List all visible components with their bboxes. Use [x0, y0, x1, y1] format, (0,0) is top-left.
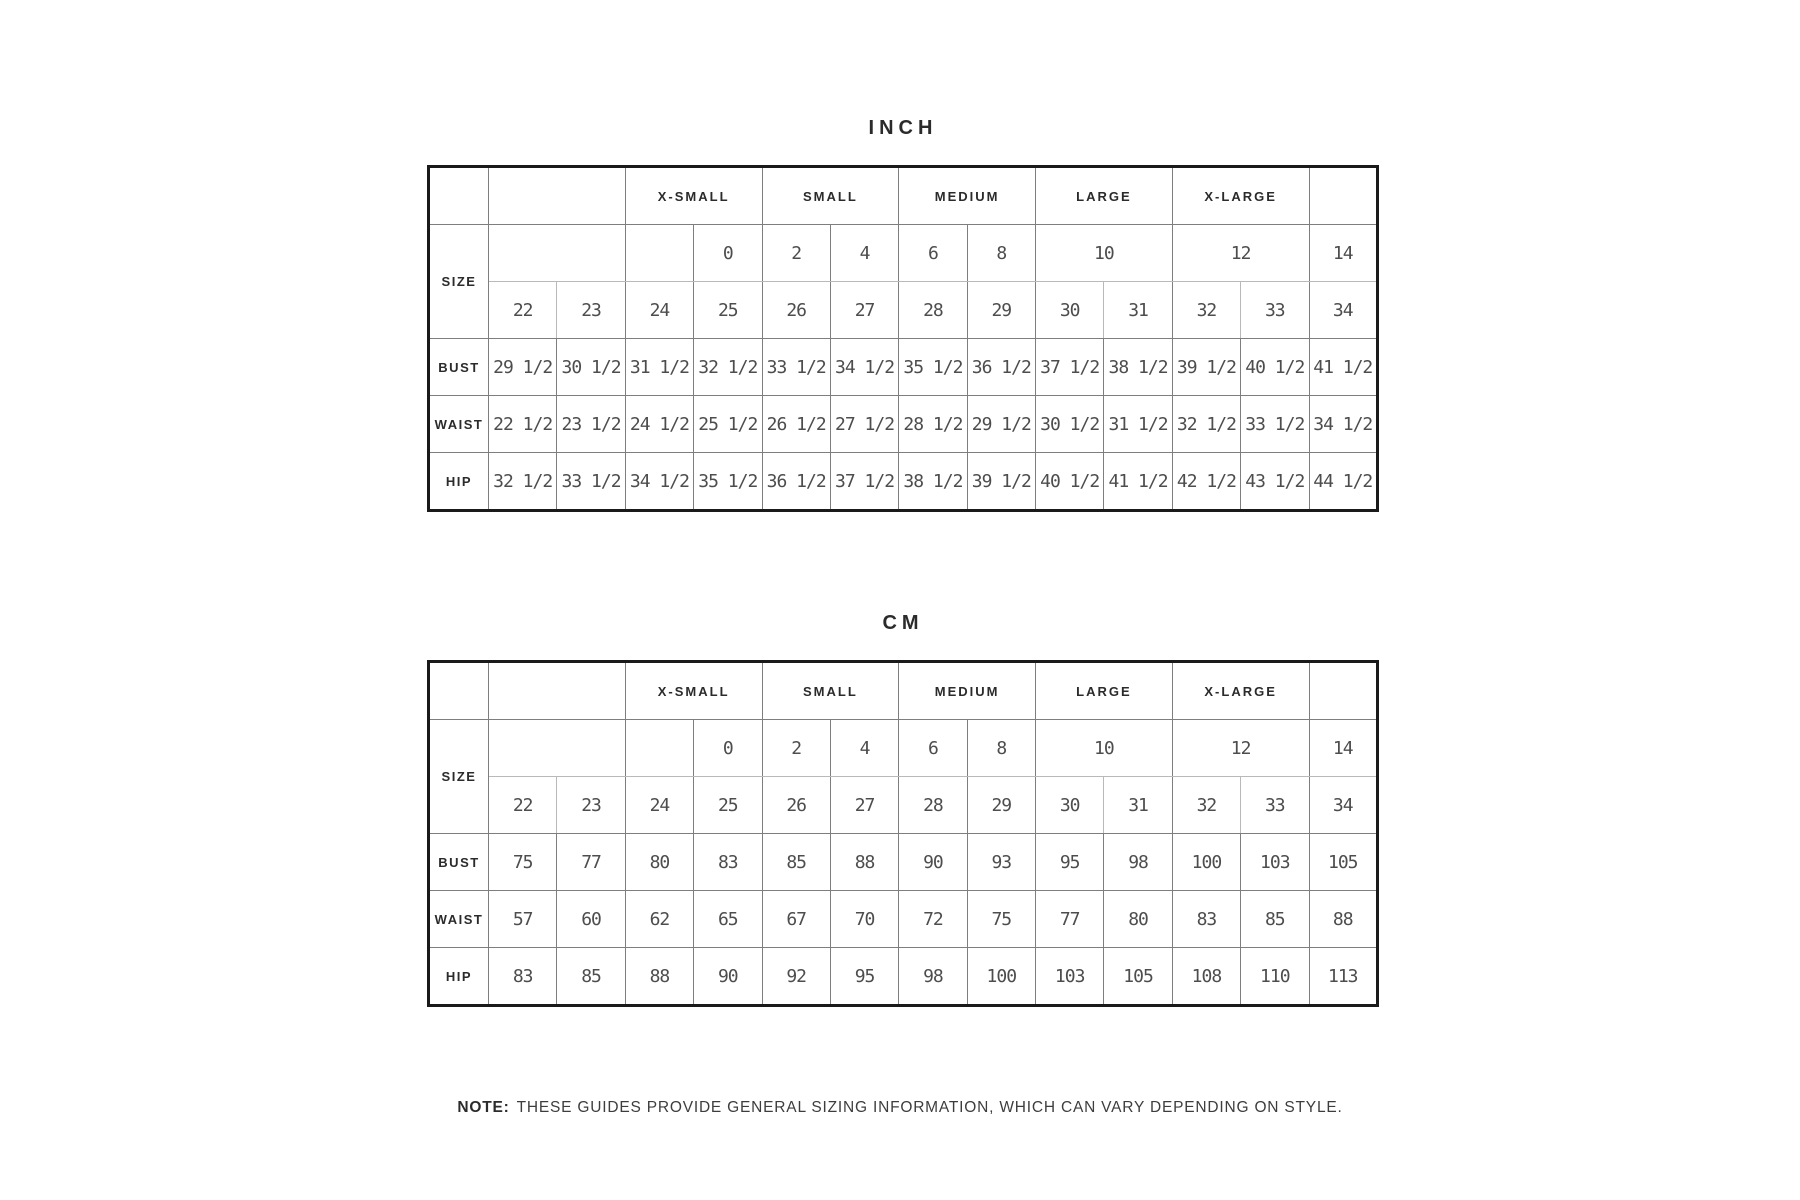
numeric-size-row	[429, 225, 1378, 282]
measurement-cell: 85	[1241, 891, 1309, 948]
measurement-cell: 95	[1036, 834, 1104, 891]
numeric-size-row	[429, 720, 1378, 777]
measurement-cell: 33 1/2	[1241, 396, 1309, 453]
measurement-cell: 38 1/2	[1104, 339, 1172, 396]
hip-row-label: HIP	[429, 948, 489, 1006]
measurement-cell: 85	[762, 834, 830, 891]
measurement-cell: 75	[967, 891, 1035, 948]
measurement-cell: 103	[1036, 948, 1104, 1006]
waist-row	[429, 396, 1378, 453]
numeric-size-cell: 12	[1172, 720, 1309, 777]
group-header-large: LARGE	[1036, 167, 1173, 225]
measurement-cell: 42 1/2	[1172, 453, 1240, 511]
numeric-size-cell: 10	[1036, 225, 1173, 282]
alpha-size-cell: 28	[899, 282, 967, 339]
measurement-cell: 35 1/2	[694, 453, 762, 511]
measurement-cell: 77	[557, 834, 625, 891]
waist-row-label: WAIST	[429, 891, 489, 948]
alpha-size-cell: 26	[762, 777, 830, 834]
alpha-size-cell: 25	[694, 282, 762, 339]
measurement-cell: 40 1/2	[1241, 339, 1309, 396]
measurement-cell: 88	[625, 948, 693, 1006]
group-header-xlarge: X-LARGE	[1172, 662, 1309, 720]
measurement-cell: 41 1/2	[1104, 453, 1172, 511]
alpha-size-cell: 28	[899, 777, 967, 834]
group-header-xsmall: X-SMALL	[625, 662, 762, 720]
numeric-size-cell: 0	[694, 720, 762, 777]
numeric-size-cell: 12	[1172, 225, 1309, 282]
measurement-cell: 37 1/2	[1036, 339, 1104, 396]
bust-row	[429, 834, 1378, 891]
measurement-cell: 36 1/2	[967, 339, 1035, 396]
empty-cell	[625, 225, 693, 282]
note-text: THESE GUIDES PROVIDE GENERAL SIZING INFORMATION, WHICH CAN VARY DEPENDING ON STYLE.	[516, 1098, 1343, 1116]
measurement-cell: 110	[1241, 948, 1309, 1006]
hip-row	[429, 948, 1378, 1006]
corner-cell	[429, 167, 489, 225]
alpha-size-row	[429, 282, 1378, 339]
empty-cell	[489, 225, 626, 282]
measurement-cell: 92	[762, 948, 830, 1006]
measurement-cell: 75	[489, 834, 557, 891]
group-header-small: SMALL	[762, 662, 899, 720]
group-header-large: LARGE	[1036, 662, 1173, 720]
empty-group-cell	[489, 662, 626, 720]
measurement-cell: 93	[967, 834, 1035, 891]
inch-size-table	[427, 165, 1379, 512]
measurement-cell: 32 1/2	[1172, 396, 1240, 453]
group-header-xlarge: X-LARGE	[1172, 167, 1309, 225]
measurement-cell: 100	[967, 948, 1035, 1006]
alpha-size-cell: 30	[1036, 777, 1104, 834]
measurement-cell: 31 1/2	[625, 339, 693, 396]
measurement-cell: 77	[1036, 891, 1104, 948]
alpha-size-cell: 26	[762, 282, 830, 339]
measurement-cell: 41 1/2	[1309, 339, 1378, 396]
group-header-row	[429, 662, 1378, 720]
group-header-medium: MEDIUM	[899, 167, 1036, 225]
group-header-small: SMALL	[762, 167, 899, 225]
measurement-cell: 34 1/2	[625, 453, 693, 511]
alpha-size-cell: 27	[830, 777, 898, 834]
measurement-cell: 29 1/2	[489, 339, 557, 396]
bust-row	[429, 339, 1378, 396]
alpha-size-cell: 23	[557, 777, 625, 834]
empty-cell	[625, 720, 693, 777]
measurement-cell: 83	[489, 948, 557, 1006]
alpha-size-cell: 24	[625, 282, 693, 339]
measurement-cell: 24 1/2	[625, 396, 693, 453]
measurement-cell: 67	[762, 891, 830, 948]
measurement-cell: 100	[1172, 834, 1240, 891]
measurement-cell: 43 1/2	[1241, 453, 1309, 511]
measurement-cell: 44 1/2	[1309, 453, 1378, 511]
measurement-cell: 57	[489, 891, 557, 948]
measurement-cell: 29 1/2	[967, 396, 1035, 453]
measurement-cell: 113	[1309, 948, 1378, 1006]
hip-row-label: HIP	[429, 453, 489, 511]
measurement-cell: 22 1/2	[489, 396, 557, 453]
group-header-row	[429, 167, 1378, 225]
measurement-cell: 33 1/2	[762, 339, 830, 396]
note-label: NOTE:	[457, 1098, 510, 1116]
measurement-cell: 27 1/2	[830, 396, 898, 453]
waist-row	[429, 891, 1378, 948]
numeric-size-cell: 8	[967, 225, 1035, 282]
sizing-note	[0, 1098, 1800, 1118]
alpha-size-cell: 29	[967, 282, 1035, 339]
bust-row-label: BUST	[429, 834, 489, 891]
group-header-medium: MEDIUM	[899, 662, 1036, 720]
measurement-cell: 32 1/2	[694, 339, 762, 396]
alpha-size-cell: 29	[967, 777, 1035, 834]
alpha-size-cell: 27	[830, 282, 898, 339]
cm-size-table	[427, 660, 1379, 1007]
measurement-cell: 34 1/2	[830, 339, 898, 396]
corner-cell	[429, 662, 489, 720]
numeric-size-cell: 4	[830, 720, 898, 777]
numeric-size-cell: 14	[1309, 720, 1378, 777]
numeric-size-cell: 6	[899, 225, 967, 282]
measurement-cell: 26 1/2	[762, 396, 830, 453]
alpha-size-cell: 31	[1104, 777, 1172, 834]
alpha-size-cell: 34	[1309, 777, 1378, 834]
cm-table-title: CM	[882, 612, 924, 634]
measurement-cell: 98	[899, 948, 967, 1006]
measurement-cell: 33 1/2	[557, 453, 625, 511]
alpha-size-row	[429, 777, 1378, 834]
measurement-cell: 32 1/2	[489, 453, 557, 511]
hip-row	[429, 453, 1378, 511]
alpha-size-cell: 23	[557, 282, 625, 339]
alpha-size-cell: 24	[625, 777, 693, 834]
measurement-cell: 105	[1309, 834, 1378, 891]
measurement-cell: 105	[1104, 948, 1172, 1006]
size-row-label: SIZE	[429, 720, 489, 834]
numeric-size-cell: 10	[1036, 720, 1173, 777]
alpha-size-cell: 30	[1036, 282, 1104, 339]
alpha-size-cell: 22	[489, 282, 557, 339]
measurement-cell: 72	[899, 891, 967, 948]
size-row-label: SIZE	[429, 225, 489, 339]
numeric-size-cell: 0	[694, 225, 762, 282]
measurement-cell: 90	[694, 948, 762, 1006]
numeric-size-cell: 2	[762, 720, 830, 777]
measurement-cell: 34 1/2	[1309, 396, 1378, 453]
measurement-cell: 85	[557, 948, 625, 1006]
inch-table-title: INCH	[868, 117, 938, 139]
measurement-cell: 28 1/2	[899, 396, 967, 453]
empty-group-cell	[1309, 167, 1378, 225]
measurement-cell: 90	[899, 834, 967, 891]
measurement-cell: 37 1/2	[830, 453, 898, 511]
alpha-size-cell: 25	[694, 777, 762, 834]
bust-row-label: BUST	[429, 339, 489, 396]
measurement-cell: 23 1/2	[557, 396, 625, 453]
alpha-size-cell: 33	[1241, 282, 1309, 339]
measurement-cell: 88	[830, 834, 898, 891]
measurement-cell: 60	[557, 891, 625, 948]
numeric-size-cell: 4	[830, 225, 898, 282]
empty-group-cell	[1309, 662, 1378, 720]
measurement-cell: 98	[1104, 834, 1172, 891]
measurement-cell: 38 1/2	[899, 453, 967, 511]
alpha-size-cell: 32	[1172, 282, 1240, 339]
alpha-size-cell: 31	[1104, 282, 1172, 339]
measurement-cell: 65	[694, 891, 762, 948]
measurement-cell: 80	[625, 834, 693, 891]
alpha-size-cell: 22	[489, 777, 557, 834]
measurement-cell: 36 1/2	[762, 453, 830, 511]
measurement-cell: 103	[1241, 834, 1309, 891]
measurement-cell: 30 1/2	[1036, 396, 1104, 453]
measurement-cell: 35 1/2	[899, 339, 967, 396]
empty-cell	[489, 720, 626, 777]
numeric-size-cell: 8	[967, 720, 1035, 777]
measurement-cell: 83	[1172, 891, 1240, 948]
measurement-cell: 30 1/2	[557, 339, 625, 396]
measurement-cell: 39 1/2	[1172, 339, 1240, 396]
measurement-cell: 88	[1309, 891, 1378, 948]
alpha-size-cell: 33	[1241, 777, 1309, 834]
measurement-cell: 83	[694, 834, 762, 891]
measurement-cell: 95	[830, 948, 898, 1006]
empty-group-cell	[489, 167, 626, 225]
measurement-cell: 39 1/2	[967, 453, 1035, 511]
measurement-cell: 62	[625, 891, 693, 948]
alpha-size-cell: 32	[1172, 777, 1240, 834]
numeric-size-cell: 6	[899, 720, 967, 777]
group-header-xsmall: X-SMALL	[625, 167, 762, 225]
numeric-size-cell: 2	[762, 225, 830, 282]
measurement-cell: 80	[1104, 891, 1172, 948]
numeric-size-cell: 14	[1309, 225, 1378, 282]
measurement-cell: 25 1/2	[694, 396, 762, 453]
measurement-cell: 108	[1172, 948, 1240, 1006]
measurement-cell: 70	[830, 891, 898, 948]
measurement-cell: 31 1/2	[1104, 396, 1172, 453]
measurement-cell: 40 1/2	[1036, 453, 1104, 511]
alpha-size-cell: 34	[1309, 282, 1378, 339]
waist-row-label: WAIST	[429, 396, 489, 453]
